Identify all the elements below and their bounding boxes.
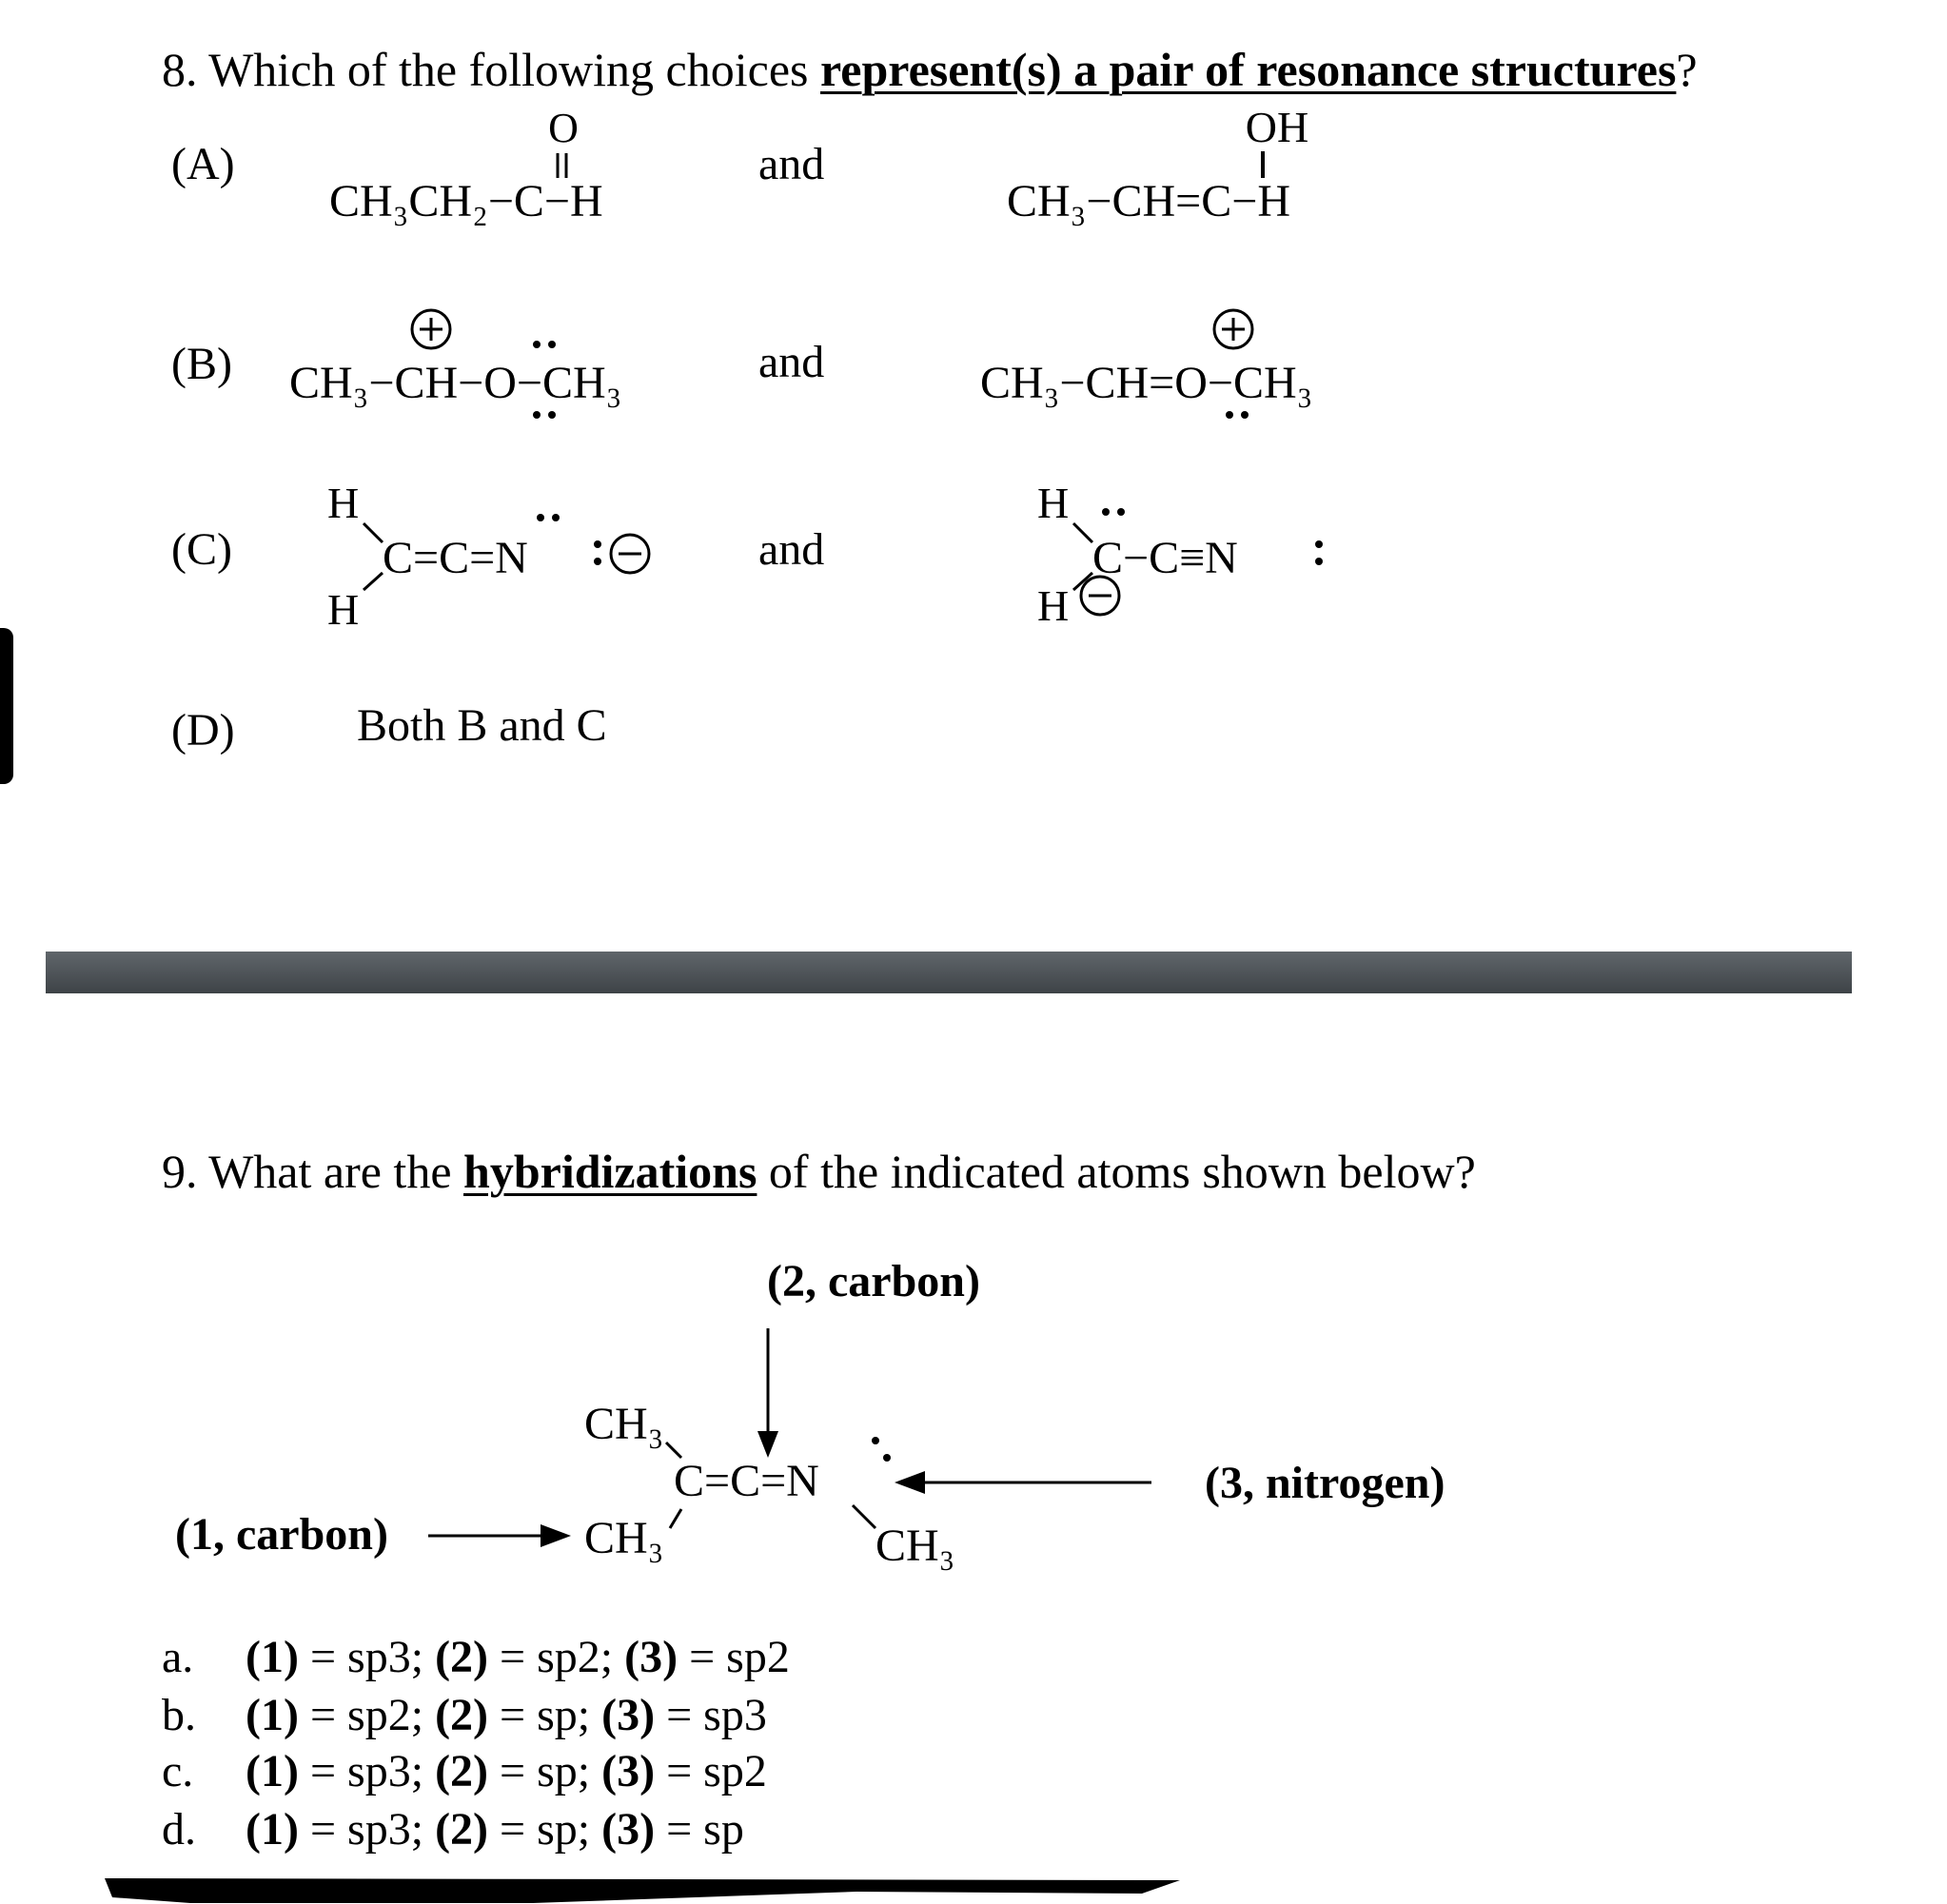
arrow-head-icon: [895, 1471, 925, 1494]
answer-letter: b.: [162, 1690, 196, 1740]
answer-value: = sp;: [488, 1804, 602, 1855]
answer-value: = sp2: [655, 1746, 767, 1796]
question-text-end: of the indicated atoms shown below?: [757, 1145, 1476, 1198]
answer-value: = sp2: [678, 1632, 790, 1682]
hydrogen-atom: H: [327, 479, 360, 527]
question-emphasis: represent(s) a pair of resonance structures: [819, 43, 1677, 96]
page-edge-mark: [0, 628, 13, 784]
atom-ref: (2): [435, 1632, 489, 1682]
label-nitrogen-3: (3, nitrogen): [1205, 1458, 1446, 1508]
hydroxyl-group: OH: [1245, 103, 1309, 151]
question-emphasis: hybridizations: [463, 1145, 757, 1198]
atom-ref: (3): [601, 1746, 656, 1796]
methyl-group: CH₃: [584, 1513, 664, 1563]
answer-letter: d.: [162, 1804, 196, 1855]
atom-ref: (3): [624, 1632, 678, 1682]
atom-ref: (2): [435, 1746, 489, 1796]
question-9: [162, 1144, 1476, 1199]
carbanion-carbon: C: [1092, 533, 1124, 583]
answer-c: [162, 1745, 767, 1797]
question-text: Which of the following choices: [208, 43, 820, 96]
answer-letter: a.: [162, 1632, 194, 1682]
hydrogen-atom: H: [1037, 479, 1070, 527]
question-number: 8.: [162, 43, 198, 96]
carbonyl-oxygen: O: [548, 105, 579, 151]
answer-letter: c.: [162, 1746, 194, 1796]
methyl-group: CH₃: [584, 1399, 664, 1449]
question-text: What are the: [208, 1145, 464, 1198]
label-carbon-1: (1, carbon): [175, 1509, 388, 1560]
structure-formula: CH₃−CH=C−H: [1007, 176, 1290, 226]
answer-value: = sp;: [488, 1746, 602, 1796]
answer-b: [162, 1689, 767, 1741]
and-word: and: [758, 524, 825, 575]
structure-formula: CH₃−CH=O−CH₃: [980, 358, 1313, 408]
answer-value: = sp3;: [298, 1632, 436, 1682]
hybridization-diagram: [152, 1246, 1504, 1589]
option-d-label: (D): [171, 705, 235, 756]
structure-a1: [314, 100, 695, 233]
structure-formula: −C≡N: [1123, 533, 1238, 583]
answer-value: = sp2;: [298, 1690, 436, 1740]
and-word: and: [758, 337, 825, 387]
answer-value: = sp: [655, 1804, 744, 1855]
atom-ref: (2): [435, 1804, 489, 1855]
answer-value: = sp3;: [298, 1804, 436, 1855]
answer-value: = sp3;: [298, 1746, 436, 1796]
atom-ref: (3): [601, 1804, 656, 1855]
question-text-end: ?: [1676, 43, 1698, 96]
hydrogen-atom: H: [1037, 581, 1070, 630]
atom-ref: (2): [435, 1690, 489, 1740]
option-c-label: (C): [171, 524, 232, 575]
structure-b2: [961, 303, 1418, 426]
section-divider: [46, 952, 1852, 993]
label-carbon-2: (2, carbon): [767, 1256, 980, 1306]
methyl-group: CH₃: [875, 1521, 955, 1571]
answer-d: [162, 1803, 744, 1855]
and-word: and: [758, 139, 825, 189]
structure-formula: CH₃CH₂−C−H: [329, 176, 603, 226]
arrow-head-icon: [757, 1431, 778, 1458]
question-number: 9.: [162, 1145, 198, 1198]
answer-a: [162, 1631, 790, 1683]
answer-value: = sp2;: [488, 1632, 625, 1682]
option-d-text: Both B and C: [357, 700, 607, 751]
atom-ref: (1): [246, 1746, 299, 1796]
arrow-head-icon: [541, 1524, 571, 1547]
structure-a2: [990, 100, 1389, 233]
hydrogen-atom: H: [327, 585, 360, 634]
structure-c2: [1028, 474, 1427, 636]
answer-value: = sp;: [488, 1690, 602, 1740]
atom-ref: (1): [246, 1632, 299, 1682]
option-b-label: (B): [171, 339, 232, 389]
structure-formula: C=C=N: [383, 533, 528, 583]
atom-ref: (1): [246, 1690, 299, 1740]
atom-ref: (3): [601, 1690, 656, 1740]
option-a-label: (A): [171, 139, 235, 189]
structure-c1: [314, 474, 695, 636]
atom-ref: (1): [246, 1804, 299, 1855]
structure-chain: C=C=N: [674, 1456, 819, 1506]
structure-b1: [285, 303, 714, 426]
scan-edge-smear: [0, 1855, 1947, 1904]
answer-value: = sp3: [655, 1690, 767, 1740]
structure-formula: CH₃−CH−O−CH₃: [289, 358, 622, 408]
question-8: [162, 42, 1698, 97]
